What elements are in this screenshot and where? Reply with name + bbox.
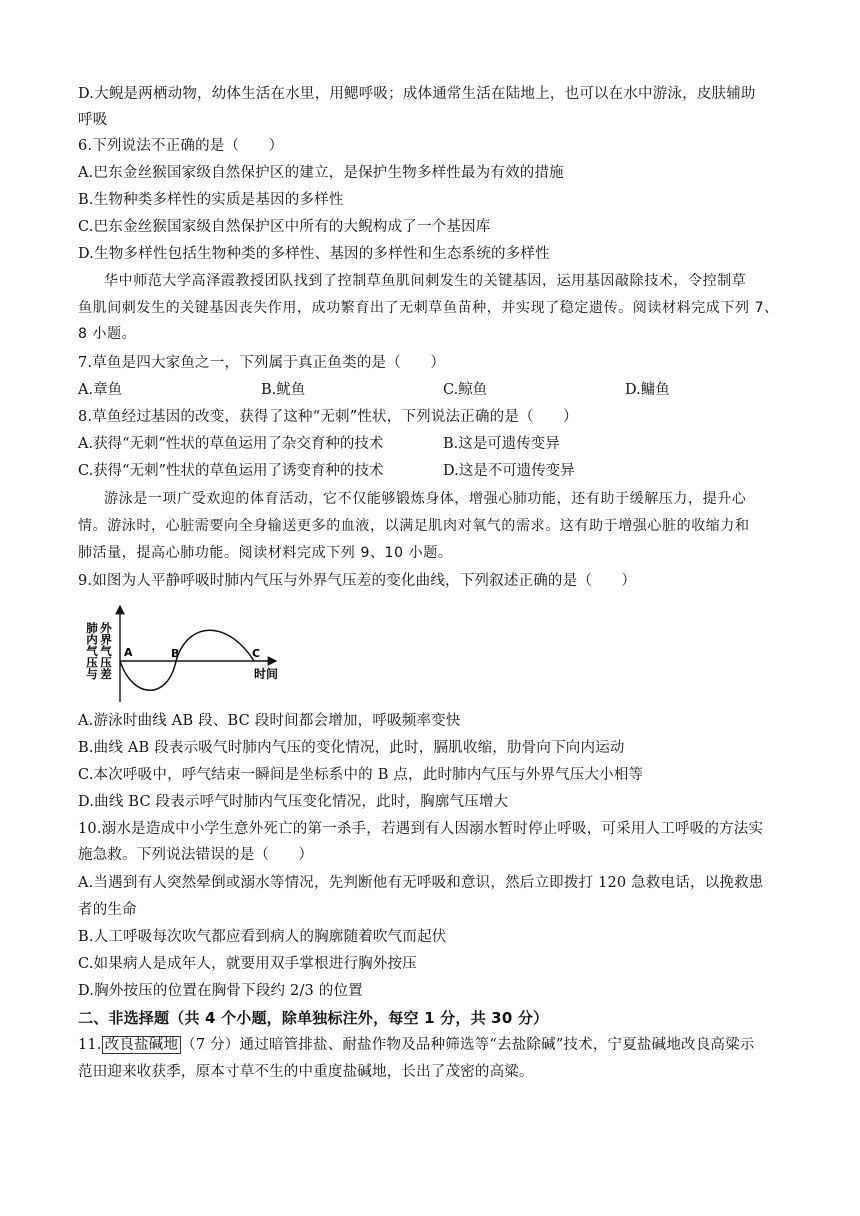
q8-option-d: D.这是不可遗传变异 (443, 463, 575, 479)
pressure-difference-curve-graph (78, 602, 298, 706)
q8-option-a: A.获得“无刺”性状的草鱼运用了杂交育种的技术 (78, 436, 384, 452)
q7-option-a: A.章鱼 (78, 382, 123, 398)
q8-option-b: B.这是可遗传变异 (443, 436, 560, 452)
q7-option-d: D.鳙鱼 (625, 382, 670, 398)
q9-option-d: D.曲线 BC 段表示呼气时肺内气压变化情况，此时，胸廓气压增大 (78, 794, 509, 810)
y-axis-label-col1: 肺内气压与 (85, 622, 99, 680)
q11-text-line1: （7 分）通过暗管排盐、耐盐作物及品种筛选等“去盐除碱”技术，宁夏盐碱地改良高粱示 (181, 1037, 755, 1053)
q11-line1 (78, 1032, 788, 1058)
passage1-line3: 8 小题。 (78, 326, 137, 342)
q7-stem: 7.草鱼是四大家鱼之一，下列属于真正鱼类的是（ ） (78, 355, 446, 371)
passage1-line1: 华中师范大学高泽霞教授团队找到了控制草鱼肌间刺发生的关键基因，运用基因敲除技术，令控制草 (104, 273, 747, 289)
y-axis-label-col2: 外界气压差 (99, 622, 113, 680)
q10-option-a-line1: A.当遇到有人突然晕倒或溺水等情况，先判断他有无呼吸和意识，然后立即拨打 120 急救电话，以挽救患 (78, 875, 764, 891)
q7-option-b: B.鱿鱼 (261, 382, 306, 398)
q6-option-b: B.生物种类多样性的实质是基因的多样性 (78, 192, 344, 208)
q11-number: 11. (78, 1037, 102, 1053)
q5-option-d-line2: 呼吸 (78, 112, 108, 128)
passage2-line2: 情。游泳时，心脏需要向全身输送更多的血液，以满足肌肉对氧气的需求。这有助于增强心脏的收缩力和 (78, 518, 750, 534)
q11-text-line2: 范田迎来收获季，原本寸草不生的中重度盐碱地，长出了茂密的高粱。 (78, 1064, 534, 1080)
q6-option-d: D.生物多样性包括生物种类的多样性、基因的多样性和生态系统的多样性 (78, 246, 550, 262)
point-b-label: B (171, 647, 180, 660)
q9-stem: 9.如图为人平静呼吸时肺内气压与外界气压差的变化曲线，下列叙述正确的是（ ） (78, 573, 637, 589)
point-a-label: A (124, 646, 133, 659)
passage2-line3: 肺活量，提高心肺功能。阅读材料完成下列 9、10 小题。 (78, 545, 453, 561)
q8-option-c: C.获得“无刺”性状的草鱼运用了诱变育种的技术 (78, 463, 384, 479)
q10-stem-line2: 施急救。下列说法错误的是（ ） (78, 847, 314, 863)
q9-option-b: B.曲线 AB 段表示吸气时肺内气压的变化情况，此时，膈肌收缩，肋骨向下向内运动 (78, 740, 625, 756)
q10-stem-line1: 10.溺水是造成中小学生意外死亡的第一杀手，若遇到有人因溺水暂时停止呼吸，可采用人工呼吸的方法实 (78, 821, 764, 837)
q9-option-a: A.游泳时曲线 AB 段、BC 段时间都会增加，呼吸频率变快 (78, 713, 461, 729)
q10-option-c: C.如果病人是成年人，就要用双手掌根进行胸外按压 (78, 956, 417, 972)
q10-option-a-line2: 者的生命 (78, 902, 137, 918)
q6-stem: 6.下列说法不正确的是（ ） (78, 138, 284, 154)
q7-option-c: C.鲸鱼 (443, 382, 488, 398)
q10-option-b: B.人工呼吸每次吹气都应看到病人的胸廓随着吹气而起伏 (78, 929, 447, 945)
passage2-line1: 游泳是一项广受欢迎的体育活动，它不仅能够锻炼身体，增强心肺功能，还有助于缓解压力，提升心 (104, 491, 747, 507)
pressure-curve (120, 630, 254, 690)
q6-option-a: A.巴东金丝猴国家级自然保护区的建立，是保护生物多样性最为有效的措施 (78, 165, 564, 181)
q6-option-c: C.巴东金丝猴国家级自然保护区中所有的大鲵构成了一个基因库 (78, 219, 491, 235)
section-2-heading: 二、非选择题（共 4 个小题，除单独标注外，每空 1 分，共 30 分） (78, 1009, 549, 1027)
q5-option-d-line1: D.大鲵是两栖动物，幼体生活在水里，用鳃呼吸；成体通常生活在陆地上，也可以在水中游泳，皮肤辅助 (78, 86, 756, 102)
q8-stem: 8.草鱼经过基因的改变，获得了这种“无刺”性状，下列说法正确的是（ ） (78, 409, 578, 425)
q9-option-c: C.本次呼吸中，呼气结束一瞬间是坐标系中的 B 点，此时肺内气压与外界气压大小相等 (78, 767, 644, 783)
x-axis-label: 时间 (254, 667, 279, 681)
q11-topic-tag: 改良盐碱地 (102, 1036, 182, 1054)
passage1-line2: 鱼肌间刺发生的关键基因丧失作用，成功繁育出了无刺草鱼苗种，并实现了稳定遗传。阅读材料完成下列 7、 (78, 300, 779, 316)
point-c-label: C (252, 647, 261, 660)
q10-option-d: D.胸外按压的位置在胸骨下段约 2/3 的位置 (78, 983, 363, 999)
